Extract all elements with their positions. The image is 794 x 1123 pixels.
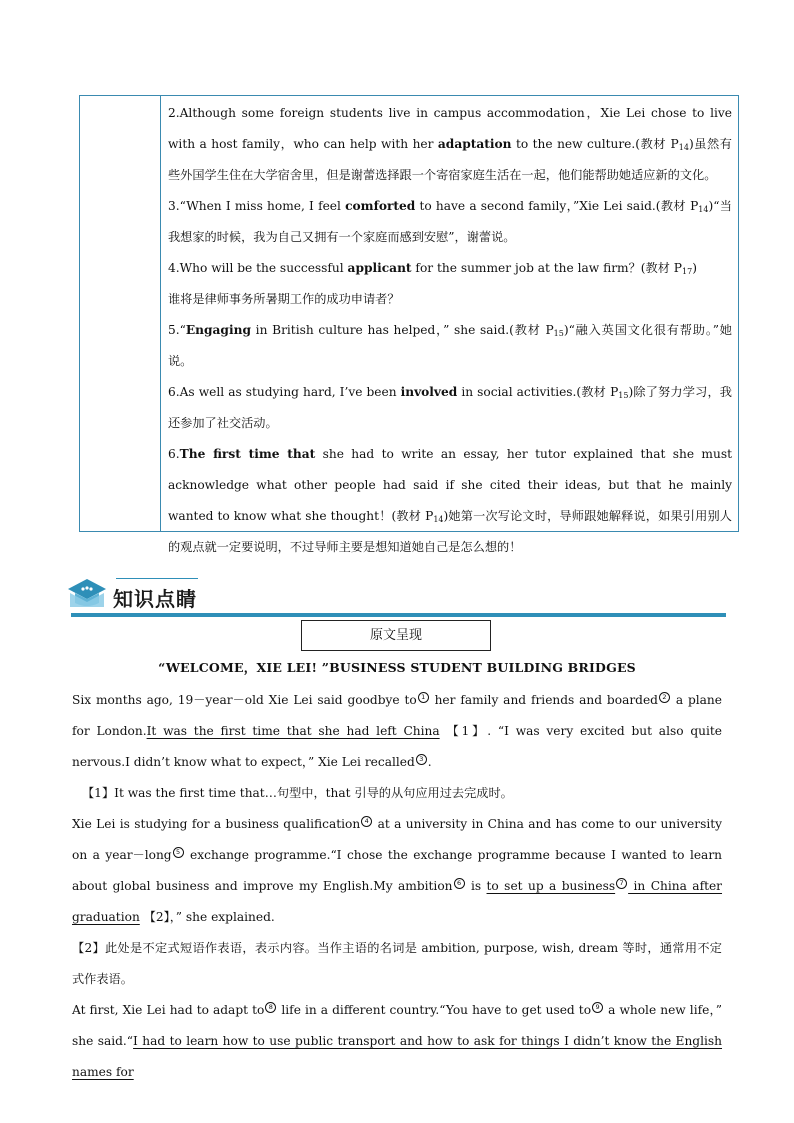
grammar-note: 【1】It was the first time that…句型中，that 引导的从句应用过去完成时。 [82, 786, 513, 800]
section-rule [71, 613, 726, 617]
footnote-marker: 9 [592, 1002, 603, 1013]
table-right-column [168, 98, 732, 563]
underlined-sentence: I had to learn how to use public transport and how to ask for things I didn’t know the English names for [72, 1034, 723, 1079]
section-header [66, 575, 726, 623]
grammar-note: 【2】此处是不定式短语作表语，表示内容。当作主语的名词是 ambition, purpose, wish, dream 等时，通常用不定式作表语。 [72, 941, 722, 986]
underlined-phrase: to set up a business [486, 879, 616, 893]
article-body [72, 685, 722, 1088]
table-item: 谁将是律师事务所暑期工作的成功申请者？ [168, 292, 400, 306]
footnote-marker: 5 [173, 847, 184, 858]
table-item: 5.“Engaging in British culture has helped，” she said.(教材 $P_{15})“$融入英国文化很有帮助。”她说。 [168, 323, 732, 368]
table-item: 4.Who will be the successful applicant for the summer job at the law firm？(教材 $P_{17}$) [168, 261, 697, 276]
underlined-sentence: It was the first time that she had left China [146, 724, 440, 738]
section-title: 知识点睛 [113, 587, 197, 611]
table-item: 3.“When I miss home, I feel comforted to have a second family，”Xie Lei said.(教材 $P_{14})“$当我想家的时候，我为自己又拥有一个家庭而感到安慰”，谢蕾说。 [168, 199, 732, 244]
section-top-line [116, 578, 198, 579]
vocab-table [79, 95, 739, 554]
paragraph: Six months ago, 19－year－old Xie Lei said goodbye to 1 her family and friends and boarded 2 a plane for London.It was the first time that she had left China 【1】. “I was very excited but also quite nervous.I didn’t know what to expect，” Xie Lei recalled 3 . [72, 693, 722, 769]
underlined-phrase: in China after graduation [72, 879, 723, 924]
paragraph: At first, Xie Lei had to adapt to 8 life in a different country.“You have to get used to 9 a whole new life，” she said.“I had to learn how to use public transport and how to ask for things I didn’t know the English names for [72, 1003, 723, 1079]
table-left-column [80, 96, 161, 531]
note-marker: 【1】 [446, 724, 488, 738]
note-marker: 【2】 [143, 910, 170, 924]
footnote-marker: 7 [616, 878, 627, 889]
graduation-cap-icon [66, 575, 108, 611]
footnote-marker: 3 [416, 754, 427, 765]
footnote-marker: 2 [659, 692, 670, 703]
footnote-marker: 6 [454, 878, 465, 889]
footnote-marker: 1 [418, 692, 429, 703]
source-label-box: 原文呈现 [301, 620, 491, 651]
footnote-marker: 4 [361, 816, 372, 827]
table-item: 2.Although some foreign students live in campus accommodation，Xie Lei chose to live with a host family，who can help with her adaptation to the new culture.(教材 $P_{14}$)虽然有些外国学生住在大学宿舍里，但是谢蕾选择跟一个寄宿家庭生活在一起，他们能帮助她适应新的文化。 [168, 106, 732, 182]
table-item: 6.As well as studying hard, I’ve been involved in social activities.(教材 $P_{15}$)除了努力学习，我还参加了社交活动。 [168, 385, 732, 430]
table-item: 6.The first time that she had to write an essay, her tutor explained that she must acknowledge what other people had said if she cited their ideas, but that he mainly wanted to know what she thought！(教材 $P_{14}$)她第一次写论文时，导师跟她解释说，如果引用别人的观点就一定要说明，不过导师主要是想知道她自己是怎么想的！ [168, 447, 732, 554]
paragraph: Xie Lei is studying for a business qualification 4 at a university in China and has come to our university on a year－long 5 exchange programme.“I chose the exchange programme because I wanted to learn about global business and improve my English.My ambition 6 is to set up a business 7 in China after graduation 【2】，” she explained. [72, 817, 723, 924]
footnote-marker: 8 [265, 1002, 276, 1013]
article-title: “WELCOME，XIE LEI! ”BUSINESS STUDENT BUILDING BRIDGES [158, 660, 636, 675]
